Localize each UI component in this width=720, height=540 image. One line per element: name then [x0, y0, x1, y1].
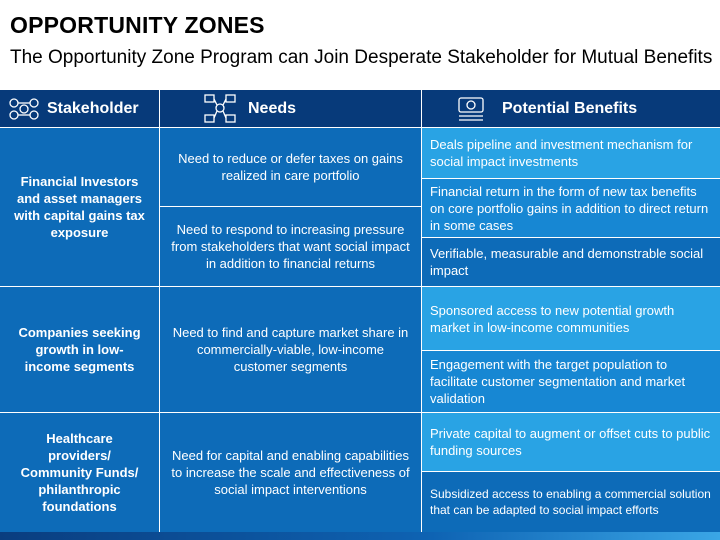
header-stakeholder: [0, 90, 159, 127]
header-benefits-label: Potential Benefits: [502, 100, 638, 117]
row1-need-2: Need to respond to increasing pressure from stakeholders that want social impact in addition to financial returns: [160, 207, 421, 286]
row3-benefit-2: Subsidized access to enabling a commercial solution that can be adapted to social impact efforts: [422, 472, 720, 532]
needs-network-icon: [203, 93, 237, 124]
opportunity-table: [0, 90, 720, 532]
slide-title: OPPORTUNITY ZONES: [10, 12, 265, 38]
row1-benefit-3: Verifiable, measurable and demonstrable social impact: [422, 238, 720, 286]
header-stakeholder-label: Stakeholder: [47, 100, 139, 117]
row3-benefit-1: Private capital to augment or offset cuts to public funding sources: [422, 413, 720, 471]
row1-stakeholder: Financial Investors and asset managers with capital gains tax exposure: [0, 128, 159, 286]
row1-benefit-1: Deals pipeline and investment mechanism for social impact investments: [422, 128, 720, 178]
row3-stakeholder: Healthcare providers/ Community Funds/ philanthropic foundations: [0, 413, 159, 532]
bottom-accent-bar: [0, 532, 720, 540]
header-needs-label: Needs: [248, 100, 297, 117]
row1-benefit-2: Financial return in the form of new tax benefits on core portfolio gains in addition to direct return in some cases: [422, 179, 720, 237]
people-network-icon: [8, 97, 40, 121]
row2-benefit-1: Sponsored access to new potential growth market in low-income communities: [422, 287, 720, 350]
row2-need-1: Need to find and capture market share in commercially-viable, low-income customer segments: [160, 287, 421, 412]
row2-benefit-2: Engagement with the target population to facilitate customer segmentation and market validation: [422, 351, 720, 412]
header-benefits: [422, 90, 720, 127]
money-stack-icon: [457, 95, 485, 123]
row1-need-1: Need to reduce or defer taxes on gains realized in care portfolio: [160, 128, 421, 206]
header-needs: [160, 90, 421, 127]
slide-subtitle: The Opportunity Zone Program can Join Desperate Stakeholder for Mutual Benefits: [10, 47, 713, 68]
row2-stakeholder: Companies seeking growth in low-income segments: [0, 287, 159, 412]
row3-need-1: Need for capital and enabling capabilities to increase the scale and effectiveness of social impact interventions: [160, 413, 421, 532]
